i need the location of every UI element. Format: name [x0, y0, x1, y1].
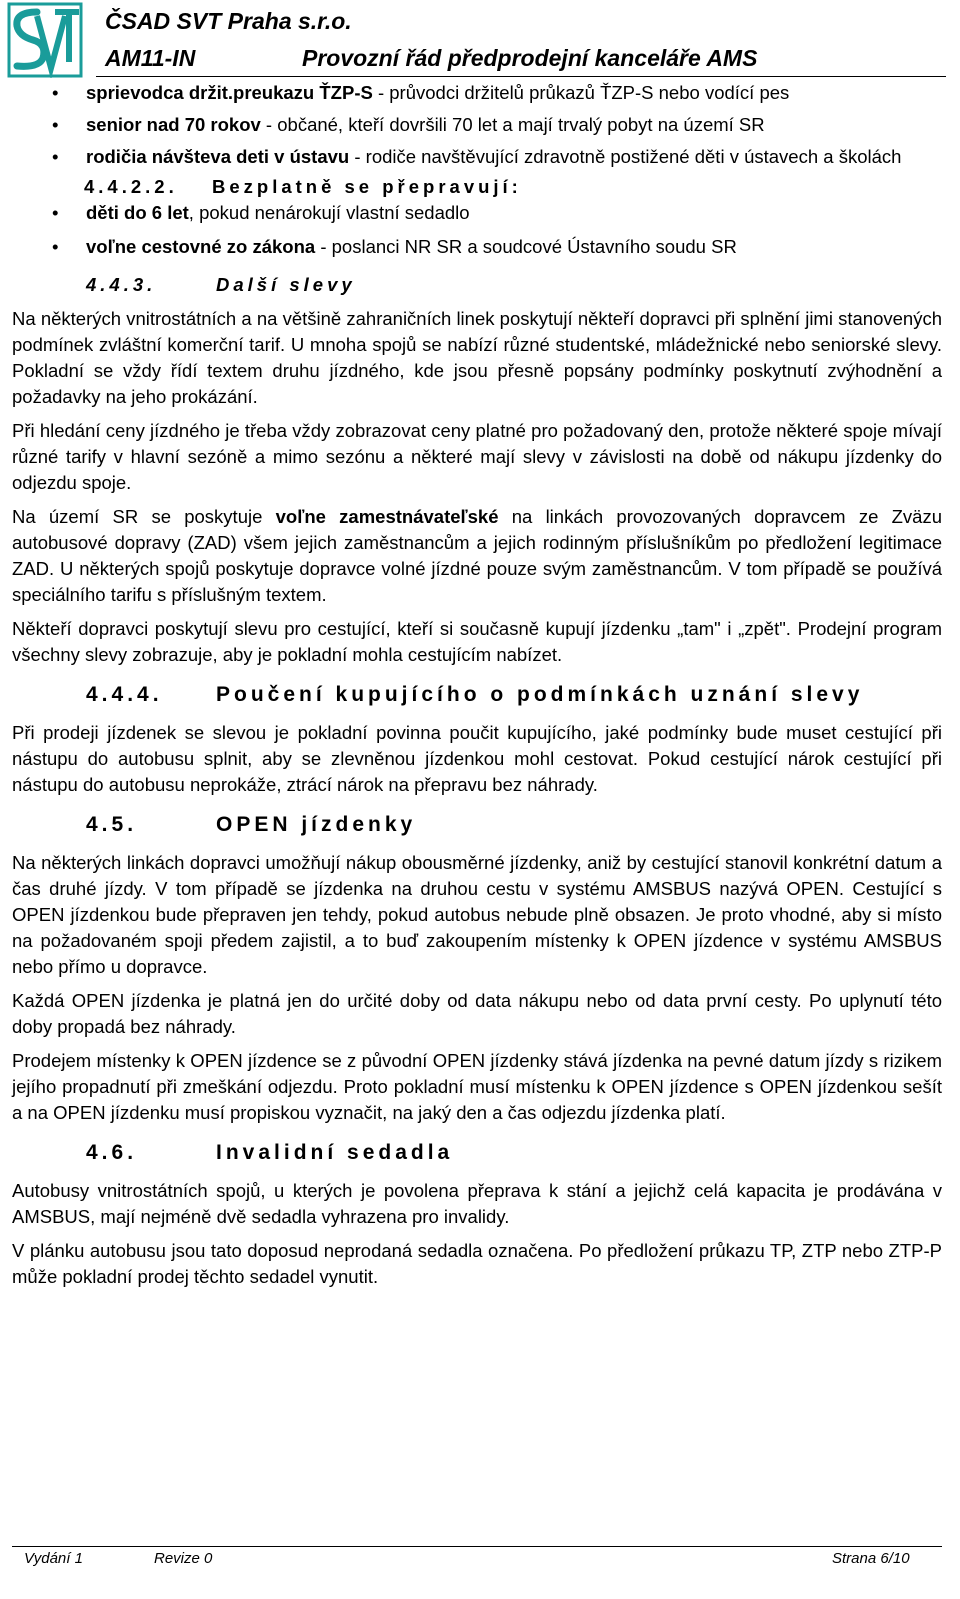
paragraph: Někteří dopravci poskytují slevu pro cestující, kteří si současně kupují jízdenku „tam" i „zpět". Prodejní program všechny slevy zobrazuje, aby je pokladní mohla cestujícím nabízet. — [12, 618, 942, 665]
page-header — [0, 0, 960, 80]
paragraph: Prodejem místenky k OPEN jízdence se z původní OPEN jízdenky stává jízdenka na pevné datum jízdy s rizikem jejího propadnutí při zmeškání odjezdu. Proto pokladní musí místenku k OPEN jízdence s OPEN jízdenkou sešít a na OPEN jízdenku musí propiskou vyznačit, na jaký den a čas odjezdu jízdenka platí. — [12, 1050, 942, 1123]
section-heading-4-4-2-2: 4.4.2.2. Bezplatně se přepravují: — [84, 176, 522, 197]
company-logo — [7, 2, 83, 78]
list-item: • rodičia návšteva deti v ústavu - rodiče navštěvující zdravotně postižené děti v ústavech a školách — [12, 144, 942, 170]
paragraph: Při prodeji jízdenek se slevou je pokladní povinna poučit kupujícího, jaké podmínky bude muset cestující při nástupu do autobusu splnit, aby se zlevněnou jízdenkou mohl cestovat. Pokud cestující nárok cestující při nástupu do autobusu neprokáže, ztrácí nárok na přepravu bez náhrady. — [12, 722, 942, 795]
paragraph: Autobusy vnitrostátních spojů, u kterých je povolena přeprava k stání a jejichž celá kapacita je prodávána v AMSBUS, mají nejméně dvě sedadla vyhrazena pro invalidy. — [12, 1180, 942, 1227]
page-footer — [0, 1538, 960, 1578]
issue-label: Vydání 1 — [24, 1550, 83, 1567]
list-item: • senior nad 70 rokov - občané, kteří dovršili 70 let a mají trvalý pobyt na území SR — [12, 112, 942, 138]
section-heading-4-4-3: 4.4.3. Další slevy — [86, 274, 356, 295]
paragraph: V plánku autobusu jsou tato doposud neprodaná sedadla označena. Po předložení průkazu TP, ZTP nebo ZTP-P může pokladní prodej těchto sedadel vynutit. — [12, 1240, 942, 1287]
discount-list — [12, 80, 942, 170]
bullet-icon: • — [52, 236, 59, 257]
paragraph: Každá OPEN jízdenka je platná jen do určité doby od data nákupu nebo od data první cesty. Po uplynutí této doby propadá bez náhrady. — [12, 990, 942, 1037]
page-number: Strana 6/10 — [832, 1550, 910, 1567]
company-name: ČSAD SVT Praha s.r.o. — [105, 8, 352, 34]
bullet-icon: • — [52, 146, 59, 167]
bullet-icon: • — [52, 114, 59, 135]
bullet-icon: • — [52, 202, 59, 223]
header-divider — [96, 76, 946, 77]
paragraph: Na některých linkách dopravci umožňují nákup obousměrné jízdenky, aniž by cestující stanovil konkrétní datum a čas druhé jízdy. V tom případě se jízdenka na druhou cestu v systému AMSBUS nazývá OPEN. Cestující s OPEN jízdenkou bude přepraven jen tehdy, pokud autobus nebude plně obsazen. Je proto vhodné, aby si místo na požadovaném spoji předem zajistil, a to buď zakoupením místenky k OPEN jízdence v systému AMSBUS nebo přímo u dopravce. — [12, 852, 942, 977]
list-item: • voľne cestovné zo zákona - poslanci NR SR a soudcové Ústavního soudu SR — [12, 234, 942, 260]
free-transport-list — [12, 200, 942, 260]
document-title: Provozní řád předprodejní kanceláře AMS — [302, 45, 758, 71]
list-item: • děti do 6 let, pokud nenárokují vlastní sedadlo — [12, 200, 942, 226]
document-code: AM11-IN — [105, 45, 196, 71]
document-body — [12, 80, 942, 1290]
section-heading-4-5: 4.5. OPEN jízdenky — [86, 813, 417, 836]
bullet-icon: • — [52, 82, 59, 103]
paragraph: Při hledání ceny jízdného je třeba vždy zobrazovat ceny platné pro požadovaný den, protože některé spoje mívají různé tarify v hlavní sezóně a mimo sezónu a některé mají slevy v závislosti na době od nákupu jízdenky do odjezdu spoje. — [12, 420, 942, 493]
paragraph: Na některých vnitrostátních a na většině zahraničních linek poskytují někteří dopravci při splnění jimi stanovených podmínek zvláštní komerční tarif. U mnoha spojů se nabízí různé studentské, mládežnické nebo seniorské slevy. Pokladní se vždy řídí textem druhu jízdného, kde jsou přesně popsány podmínky poskytnutí zvýhodnění a požadavky na jeho prokázání. — [12, 308, 942, 407]
footer-divider — [12, 1546, 942, 1547]
list-item: • sprievodca držit.preukazu ŤZP-S - průvodci držitelů průkazů ŤZP-S nebo vodící pes — [12, 80, 942, 106]
section-heading-4-4-4: 4.4.4. Poučení kupujícího o podmínkách uznání slevy — [86, 683, 864, 706]
revision-label: Revize 0 — [154, 1550, 213, 1567]
section-heading-4-6: 4.6. Invalidní sedadla — [86, 1141, 454, 1164]
paragraph: Na území SR se poskytuje voľne zamestnávateľské na linkách provozovaných dopravcem ze Zväzu autobusové dopravy (ZAD) všem jejich zaměstnancům a jejich rodinným příslušníkům po předložení legitimace ZAD. U některých spojů poskytuje dopravce volné jízdné pouze svým zaměstnancům. V tom případě se používá speciálního tarifu s příslušným textem. — [12, 506, 942, 605]
